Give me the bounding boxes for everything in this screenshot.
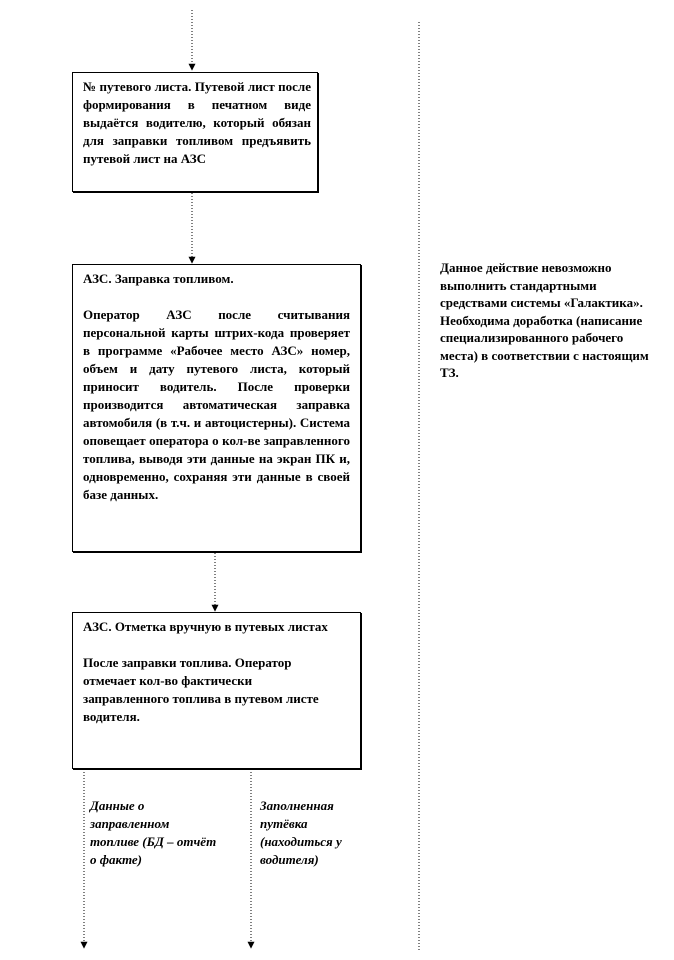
step-waybill-text: № путевого листа. Путевой лист после формирования в печатном виде выдаётся водителю, который обязан для заправки топливом предъявить путевой лист на АЗС	[83, 79, 311, 166]
side-note: Данное действие невозможно выполнить стандартными средствами системы «Галактика». Необходима доработка (написание специализированного рабочего места) в соответствии с настоящим ТЗ.	[440, 260, 649, 380]
step-box-waybill	[72, 72, 318, 192]
step-manual-mark-title: АЗС. Отметка вручную в путевых листах	[83, 619, 328, 634]
step-box-refueling	[72, 264, 361, 552]
step-box-manual-mark	[72, 612, 361, 769]
step-refueling-title: АЗС. Заправка топливом.	[83, 271, 234, 286]
output-right-label: Заполненная путёвка (находиться у водителя)	[260, 798, 342, 867]
output-left-label: Данные о заправленном топливе (БД – отчёт о факте)	[90, 798, 217, 867]
step-refueling-body: Оператор АЗС после считывания персональной карты штрих-кода проверяет в программе «Рабочее место АЗС» номер, объем и дату путевого листа, который приносит водитель. После проверки производится автоматическая заправка автомобиля (в т.ч. и автоцистерны). Система оповещает оператора о кол-ве заправленного топлива, выводя эти данные на экран ПК и, одновременно, сохраняя эти данные в своей базе данных.	[83, 307, 350, 502]
step-manual-mark-body: После заправки топлива. Оператор отмечает кол-во фактически заправленного топлива в путевом листе водителя.	[83, 655, 319, 724]
